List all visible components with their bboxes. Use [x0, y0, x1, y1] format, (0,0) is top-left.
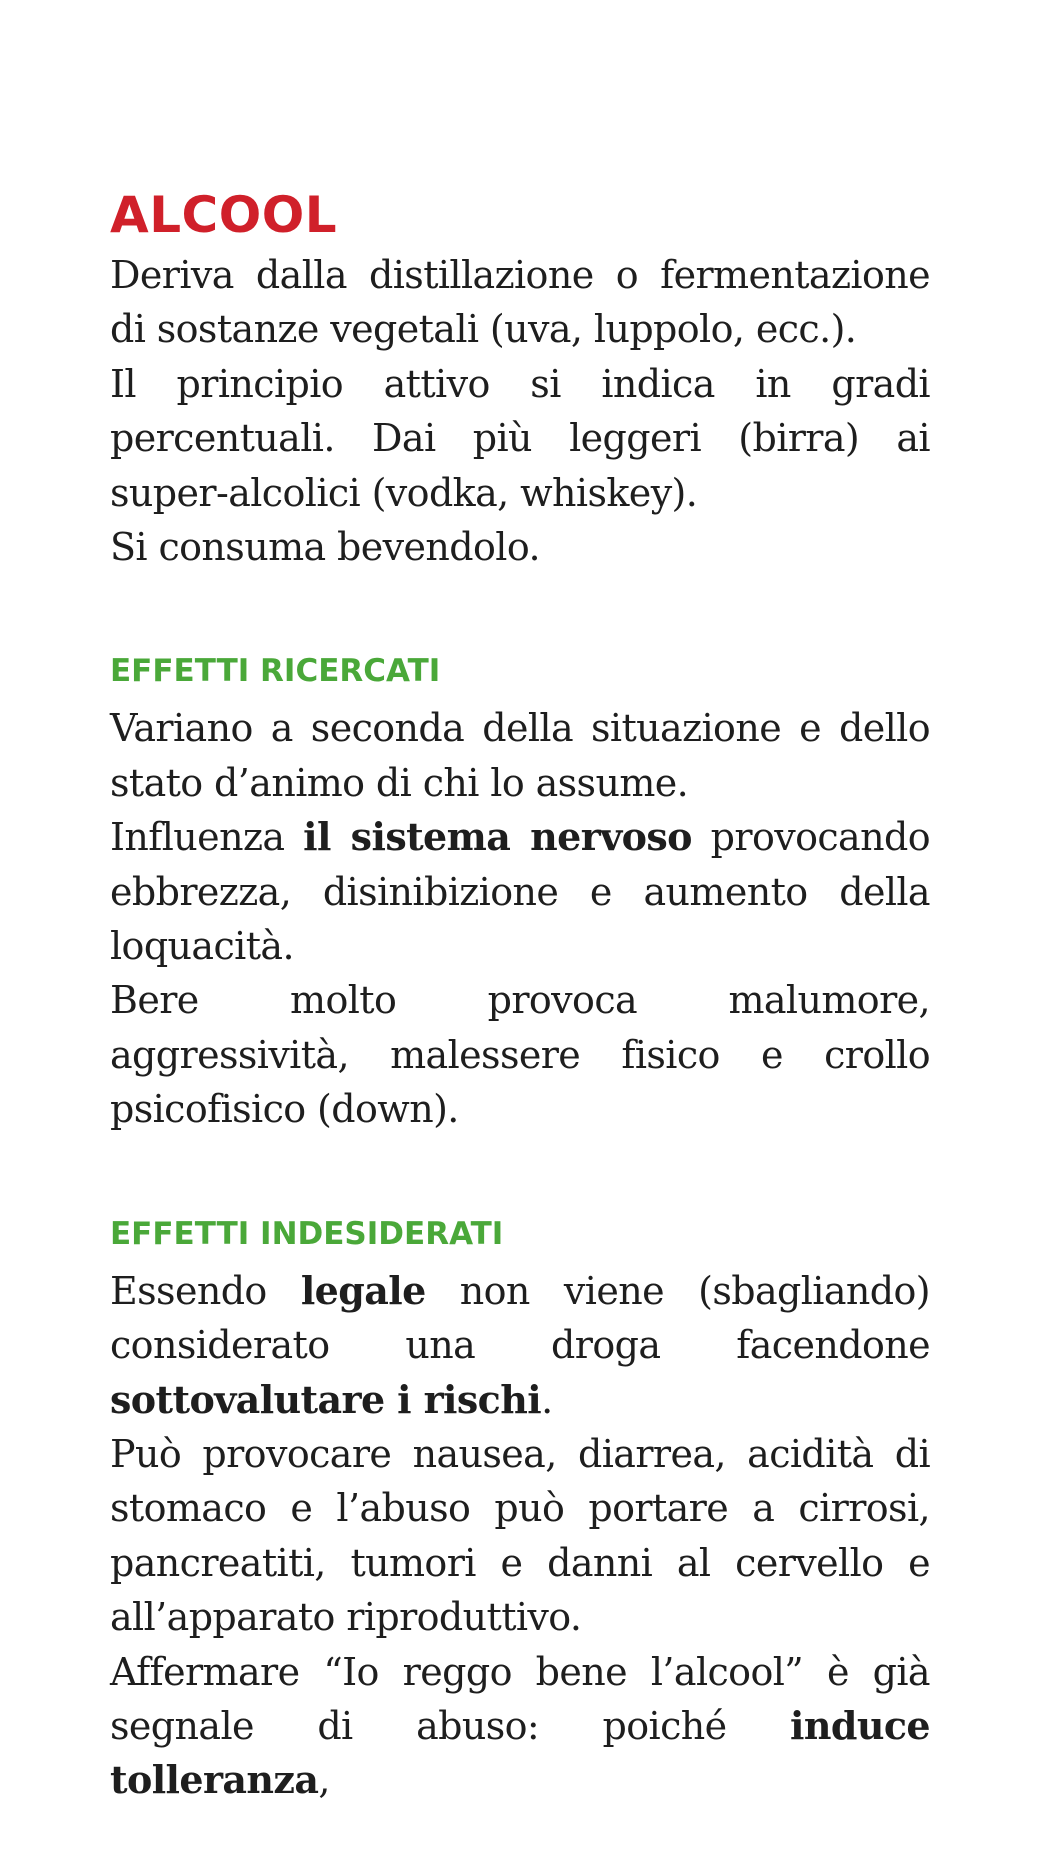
indesiderati-p3-text-before: Affermare “Io reggo bene l’alcool” è già segnale di abuso: poiché — [110, 1649, 930, 1748]
indesiderati-p3-bold: induce tolleranza — [110, 1702, 930, 1803]
indesiderati-p1-text-after: . — [541, 1377, 553, 1422]
document-page — [110, 186, 930, 1808]
indesiderati-paragraph-2: Può provocare nausea, diarrea, acidità di stomaco e l’abuso può portare a cirrosi, pancreatiti, tumori e danni al cervello e all’apparato riproduttivo. — [110, 1431, 930, 1640]
page-title: ALCOOL — [110, 186, 338, 244]
indesiderati-p1-text-before: Essendo — [110, 1268, 301, 1313]
indesiderati-p1-text-middle: non viene (sbagliando) considerato una droga facendone — [110, 1268, 930, 1368]
ricercati-paragraph-1: Variano a seconda della situazione e dello stato d’animo di chi lo assume. — [110, 706, 930, 805]
intro-paragraph-2: Il principio attivo si indica in gradi percentuali. Dai più leggeri (birra) ai super-alcolici (vodka, whiskey). — [110, 361, 930, 515]
intro-paragraph-1: Deriva dalla distillazione o fermentazione di sostanze vegetali (uva, luppolo, ecc.). — [110, 253, 930, 352]
effetti-indesiderati-heading: EFFETTI INDESIDERATI — [110, 1215, 504, 1252]
intro-section — [110, 248, 930, 574]
ricercati-p2-text-before: Influenza — [110, 815, 304, 860]
ricercati-p2-bold: il sistema nervoso — [303, 814, 692, 860]
intro-paragraph-3: Si consuma bevendolo. — [110, 525, 540, 570]
effetti-ricercati-heading: EFFETTI RICERCATI — [110, 653, 441, 690]
ricercati-paragraph-3: Bere molto provoca malumore, aggressività, malessere fisico e crollo psicofisico (down). — [110, 978, 930, 1132]
effetti-indesiderati-section — [110, 1264, 930, 1808]
ricercati-paragraph-2 — [110, 810, 930, 973]
indesiderati-paragraph-3 — [110, 1645, 930, 1808]
indesiderati-paragraph-1 — [110, 1264, 930, 1427]
effetti-ricercati-section — [110, 701, 930, 1136]
indesiderati-p1-bold-rischi: sottovalutare i rischi — [110, 1376, 542, 1422]
indesiderati-p3-text-after: , — [318, 1758, 330, 1803]
indesiderati-p1-bold-legale: legale — [300, 1267, 426, 1313]
ricercati-p2-text-after: provocando ebbrezza, disinibizione e aumento della loquacità. — [110, 815, 930, 969]
